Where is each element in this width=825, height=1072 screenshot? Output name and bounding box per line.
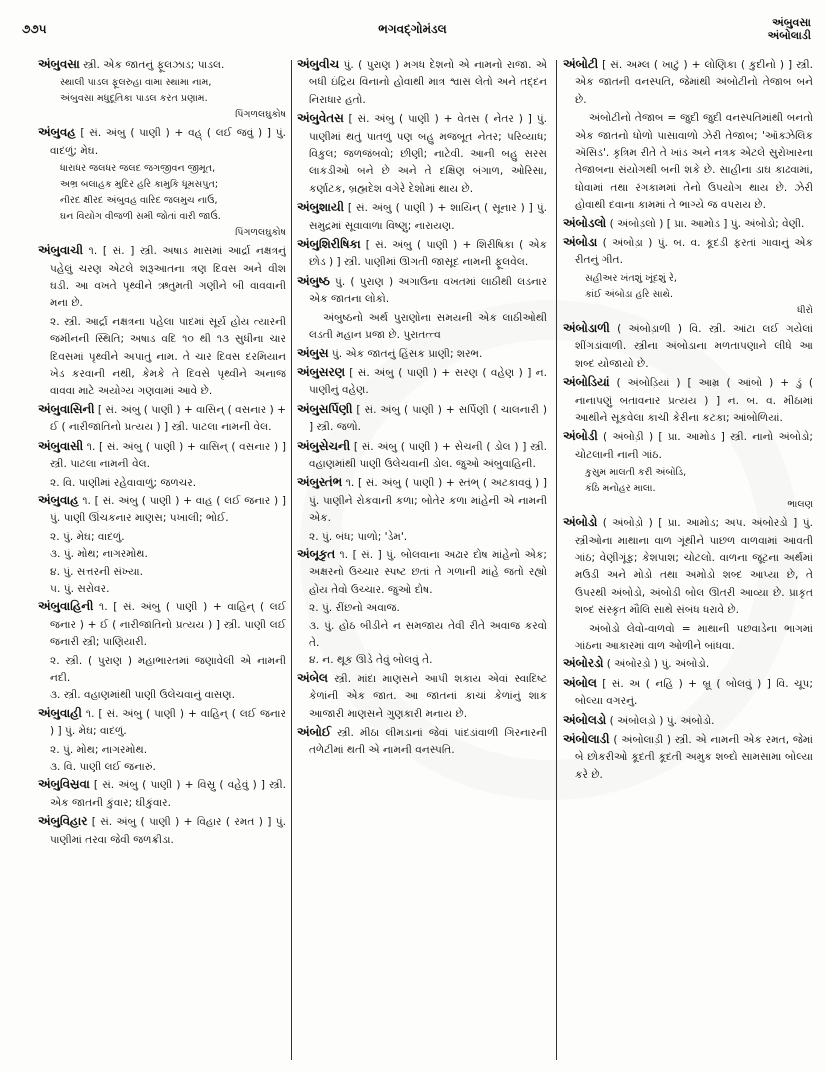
dictionary-entry: [38, 813, 286, 849]
definition: ૧. [ સં. અંબુ ( પાણી ) + સ્તંભ્ ( અટકાવવું ) ] પું. પાણીને રોકવાની કળા; બોતેર કળા માંહેની એ નામની એક.: [309, 477, 547, 525]
definition: ૧. [ સં. અંબુ ( પાણી ) + વાસિન્ ( વસનાર ) ] સ્ત્રી. પાટલા નામની વેલ.: [50, 440, 286, 471]
headword: અંબોડિયાં: [563, 375, 610, 390]
headword: અંબુસ્તંભ: [297, 475, 343, 490]
headword: અંબુશાયી: [297, 200, 344, 215]
definition: પું. એક જાતનું હિંસક પ્રાણી; શરભ.: [331, 347, 483, 360]
headword: અંબુવાહ: [38, 492, 79, 507]
definition: ( અંબોલાડ઼ી ) સ્ત્રી. એ નામની એક રમત, જેમાં બે છોકરીઓ કૂદતી કૂદતી અમુક શબ્દો સામસામા બોલ્યા કરે છે.: [575, 734, 813, 781]
definition: ૧. [ સં. ] પું. બોલવાના અઢાર દોષ માંહેનો એક; અક્ષરનો ઉચ્ચાર સ્પષ્ટ છતાં તે ગળાની માંહે જતો રહ્યો હોય તેવો ઉચ્ચાર. જુઓ દોષ.: [309, 548, 547, 596]
headword: અંબુસર્પિણી: [297, 401, 353, 416]
sense: ૨. પું. મેઘ; વાદળું.: [50, 530, 125, 543]
headword: અંબુવિહાર: [38, 814, 88, 829]
definition: સ્ત્રી. એક જાતનું ફૂલઝાડ; પાડલ.: [83, 59, 225, 71]
quotation: [38, 161, 286, 241]
headword: અંબુવહ: [38, 125, 76, 140]
dictionary-entry: [563, 428, 813, 464]
definition: [ સં. અંબુ ( પાણી ) + સર્પિણી ( ચાલનારી ) ] સ્ત્રી. જળો.: [309, 403, 547, 434]
column-1: [38, 56, 286, 1056]
dictionary-entry: [563, 712, 813, 730]
dictionary-entry: [38, 242, 286, 313]
definition: [ સં. અ ( નહિ ) + બ્રૂ ( બોલવું ) ] વિ. ચૂપ; બોલ્યા વગરનું.: [575, 677, 813, 708]
sense: ૨. પું. મોથ; નાગરમોથ.: [50, 743, 148, 756]
dictionary-entry: [297, 546, 547, 599]
headword: અંબૂકૃત: [297, 546, 336, 561]
sense: ૩. સ્ત્રી. વહાણમાંથી પાણી ઉલેચવાનું વાસણ.: [50, 689, 235, 702]
dictionary-entry: [38, 56, 286, 74]
headword: અંબુસરણ: [297, 364, 345, 379]
dictionary-entry: [563, 655, 813, 673]
dictionary-entry: [38, 124, 286, 160]
guide-word-first: અંબુવસા: [772, 16, 811, 29]
column-3: [563, 56, 813, 1056]
quotation: [563, 465, 813, 513]
sense: ૩. વિ. પાણી લઈ જનારું.: [50, 761, 156, 773]
headword: અંબુવીચ: [297, 57, 340, 71]
definition: ( અંબોડ઼િયાં ) [ આમ્ર ( આંબો ) + ડું ( નાનાપણું બતાવનાર પ્રત્યય ) ] ન. બ. વ. મીઠામાં આથીને સૂકવેલા કાચી કેરીના કટકા; આંબોળિયાં.: [575, 377, 813, 424]
dictionary-entry: [38, 492, 286, 528]
dictionary-entry: [563, 234, 813, 270]
dictionary-entry: [297, 724, 547, 760]
note-text: અંબોડો લેવો-વાળવો = માથાની પછવાડેના ભાગમાં ગાંઠના આકારમાં વાળ ઓળીને બાંધવા.: [575, 622, 813, 652]
column-2: [297, 56, 547, 1056]
quote-line: કુસુમ માલતી કરી અંબોડિ,: [585, 467, 687, 479]
headword: અંબુશિરીષિકા: [297, 237, 361, 252]
dictionary-entry: [297, 438, 547, 474]
dictionary-entry: [297, 199, 547, 235]
dictionary-entry: [297, 474, 547, 527]
quote-source: ધીરો: [797, 304, 813, 316]
headword: અંબોઈ: [297, 725, 331, 740]
definition: ૧. [ સં. અંબુ ( પાણી ) + વાહિન્ ( લઈ જનાર ) ] પું. મેઘ; વાદળું.: [50, 707, 286, 738]
dictionary-entry: [297, 236, 547, 272]
dictionary-entry: [563, 731, 813, 784]
headword: અંબુવિસ્રવા: [38, 777, 90, 792]
definition: પું. ( પુરાણ ) મગધ દેશનો એ નામનો રાજા. એ બધી ઇંદ્રિય વિનાનો હોવાથી માત્ર શ્વાસ લેતો અને તદ્દન નિરાધાર હતો.: [309, 59, 547, 106]
usage-note: [297, 310, 547, 345]
definition: [ સં. અંબુ ( પાણી ) + વિસ્રુ ( વહેવું ) ] સ્ત્રી. એક જાતની કુંવાર; ઘીકુંવાર.: [50, 779, 286, 809]
dictionary-entry: [297, 345, 547, 363]
usage-note: [563, 621, 813, 656]
guide-word-last: અંબોલાડી: [767, 29, 811, 42]
note-text: અંબુષ્ઠનો અર્થ પુરાણોના સમયની એક લાઠીઓથી લડતી મહાન પ્રજા છે.: [309, 311, 547, 342]
dictionary-entry: [563, 56, 813, 109]
headword: અંબુસ: [297, 345, 329, 360]
dictionary-entry: [297, 56, 547, 109]
sense: ૨. વિ. પાણીમાં રહેવાવાળું; જળચર.: [50, 476, 197, 489]
definition: સ્ત્રી. મીઠા લીમડાનાં જેવાં પાંદડાંવાળી ગિરનારની તળેટીમાં થતી એ નામની વનસ્પતિ.: [309, 727, 547, 757]
quote-source: ભાલણ: [787, 499, 813, 511]
headword: અંબોલ: [563, 675, 597, 690]
running-title: ભગવદ્ગોમંડલ: [378, 22, 447, 36]
dictionary-entry: [38, 776, 286, 812]
definition: [ સં. અંબુ ( પાણી ) + વિહાર ( રમત ) ] પું. પાણીમાં તરવા જેવી જળક્રીડા.: [50, 816, 286, 846]
headword: અંબોલાડી: [563, 732, 610, 746]
definition: [ સં. અંબુ ( પાણી ) + સેચની ( ડોલ ) ] સ્ત્રી. વહાણમાંથી પાણી ઉલેચવાની ડોલ. જુઓ અંબુવાહિની.: [309, 440, 547, 470]
definition: [ સં. અંબુ ( પાણી ) + વાસિન્ ( વસનાર ) + ઈ ( નારીજાતિનો પ્રત્યય ) ] સ્ત્રી. પાટલા નામની વેલ.: [50, 403, 286, 434]
dictionary-entry: [297, 670, 547, 723]
note-text: અંબોટીનો તેજાબ = જુદી જુદી વનસ્પતિમાંથી બનતો એક જાતનો ધોળો પાસાવાળો ઝેરી તેજાબ; 'ઑક્ઝેલિક ઍસિડ'. કૃત્રિમ રીતે તે ખાંડ અને નત્રક એટલે સુરોખારના તેજાબના સંયોગથી બની શકે છે. સાહીના ડાઘ કાઢવામાં, ધોવામાં તથા રંગકામમાં તેનો ઉપયોગ થાય છે. ઝેરી હોવાથી દવાના કામમાં તે ભાગ્યે જ વપરાય છે.: [575, 112, 813, 212]
sense: ૪. પું. સત્તરની સંખ્યા.: [50, 565, 144, 578]
dictionary-entry: [38, 705, 286, 741]
headword: અંબુવસા: [38, 57, 80, 71]
definition: પું. ( પુરાણ ) અગાઉના વખતમાં લાઠીથી લડનાર એક જાતના લોકો.: [309, 275, 547, 306]
definition: ૧. [ સં. ] સ્ત્રી. અષાડ માસમાં આર્દ્રા નક્ષત્રનું પહેલું ચરણ એટલે શરૂઆતના ત્રણ દિવસ અને વીશ ઘડી. આ વખતે પૃથ્વીને ઋતુમતી ગણીને બી વાવવાની મના છે.: [50, 245, 286, 310]
headword: અંબોરડો: [563, 656, 604, 671]
definition: [ સં. અંબુ ( પાણી ) + વહ્ ( લઈ જવું ) ] પું. વાદળું; મેઘ.: [50, 127, 286, 157]
definition: [ સં. અંબુ ( પાણી ) + શિરીષિકા ( એક છોડ ) ] સ્ત્રી. પાણીમાં ઊગતી જાસૂદ નામની ફૂલવેલ.: [309, 239, 547, 269]
page-number: ૭૭૫: [22, 22, 47, 36]
headword: અંબેલ: [297, 670, 328, 685]
definition: ( અંબોડ઼ો ) [ પ્રા. આમોડ; અપ. અંબોરડો ] પું. સ્ત્રીઓના માથાના વાળ ગૂંથીને પાછળ વાળવામાં આવતી ગાંઠ; વેણીગૂંફ; કેશપાશ; ચોટલો. વાળના જૂટના અર્થમાં મઉડી અને મોડો તથા અમોડો શબ્દ આપ્યા છે, તે ઉપરથી અંબોડો, અંબોડી બોલ ઊતરી આવ્યા છે. પ્રાકૃત શબ્દ સંસ્કૃત મૌલિ સાથે સંબંધ ધરાવે છે.: [575, 517, 813, 617]
quote-line: સહીઅર ખંતશું ખૂંદશું રે,: [585, 272, 677, 284]
dictionary-entry: [563, 320, 813, 373]
headword: અંબોડી: [563, 429, 598, 444]
dictionary-entry: [563, 374, 813, 427]
sense: ૫. પું. સરોવર.: [50, 582, 110, 595]
dictionary-entry: [38, 401, 286, 437]
quotation: [563, 271, 813, 319]
definition: ( અંબોડ઼ી ) [ પ્રા. આમોડ ] સ્ત્રી. નાનો અંબોડો; ચોટલાની નાની ગાંઠ.: [575, 431, 813, 461]
dictionary-entry: [297, 273, 547, 309]
definition: સ્ત્રી. માંદા માણસને આપી શકાય એવાં સ્વાદિષ્ટ કેળાંની એક જાત. આ જાતનાં કાચાં કેળાંનું શાક આજારી માણસને ગુણકારી મનાય છે.: [309, 672, 547, 720]
dictionary-entry: [38, 438, 286, 474]
definition: [ સં. અમ્લ ( ખાટું ) + લોણિકા ( કુદીનો ) ] સ્ત્રી. એક જાતની વનસ્પતિ, જેમાંથી અંબોટીનો તેજાબ બને છે.: [575, 59, 813, 106]
definition: ( અંબોડ઼ા ) પું. બ. વ. કૂદડી ફરતાં ગાવાનું એક રીતનું ગીત.: [575, 237, 813, 267]
definition: [ સં. અંબુ ( પાણી ) + સરણ ( વહેણ ) ] ન. પાણીનું વહેણ.: [309, 366, 547, 397]
dictionary-entry: [563, 215, 813, 233]
headword: અંબુવાહી: [38, 705, 82, 720]
headword: અંબુસેચની: [297, 438, 351, 453]
headword: અંબોડલો: [563, 215, 607, 230]
quote-line: નીરદ ક્ષીરદ અંબુવહ વારિદ જલમુચ નાઉ,: [60, 195, 218, 207]
headword: અંબુવાસિની: [38, 401, 95, 416]
dictionary-entry: [297, 401, 547, 437]
headword: અંબોડા: [563, 235, 598, 250]
headword: અંબુષ્ઠ: [297, 273, 330, 288]
definition: [ સં. અંબુ ( પાણી ) + વેતસ ( નેતર ) ] પું. પાણીમાં થતું પાતળું પણ બહુ મજબૂત નેતર; પરિવ્યાધ; વિકુલ; જળજંબવો; છીણી; નાટેવી. આની બહુ સરસ લાકડીઓ બને છે અને તે દક્ષિણ બંગાળ, ઓરિસા, કર્ણાટક, બ્રહ્મદેશ વગેરે દેશોમાં થાય છે.: [309, 113, 547, 195]
quotation: [38, 75, 286, 123]
definition: ( અંબોલડ઼ો ) પું. અંબોડો.: [609, 714, 715, 727]
column-divider: [291, 60, 292, 1060]
page-header: [0, 0, 825, 48]
quote-line: સ્થાલી પાડલ ફૂલરુહા વામા સ્થામા નામ,: [60, 77, 212, 89]
quote-line: અભ્ર બલાહક મુદિર હરિ કામુકિ ધૂમસપુત;: [60, 179, 219, 191]
sense: ૩. પું. મોથ; નાગરમોથ.: [50, 548, 148, 561]
sense: ૨. સ્ત્રી. ( પુરાણ ) મહાભારતમાં જણાવેલી એ નામની નદી.: [50, 654, 286, 684]
headword: અંબોડો: [563, 515, 598, 530]
headword: અંબુવાહિની: [38, 599, 94, 614]
sense: ૨. પું. બંધ; પાળો; 'ડેમ'.: [309, 530, 408, 543]
headword: અંબોટી: [563, 57, 599, 71]
guide-words: [768, 16, 811, 42]
headword: અંબુવાસી: [38, 438, 84, 453]
dictionary-entry: [38, 598, 286, 651]
dictionary-entry: [297, 110, 547, 198]
dictionary-entry: [563, 514, 813, 619]
quote-line: કાંઈ અંબોડા હરિ સાથે.: [585, 288, 673, 300]
definition: [ સં. અંબુ ( પાણી ) + શાયિન્ ( સૂનાર ) ] પું. સમુદ્રમાં સૂવાવાળા વિષ્ણુ; નારાયણ.: [309, 202, 547, 232]
definition: ૧. [ સં. અંબુ ( પાણી ) + વાહિન્ ( લઈ જનાર ) + ઈ ( નારીજાતિનો પ્રત્યય ) ] સ્ત્રી. પાણી લઈ જનારી સ્ત્રી; પાણિયારી.: [50, 601, 286, 649]
sense: ૨. સ્ત્રી. આર્દ્રા નક્ષત્રના પહેલા પાદમાં સૂર્ય હોય ત્યારની જમીનની સ્થિતિ; અષાડ વદિ ૧૦ થી ૧૩ સુધીના ચાર દિવસમાં પૃથ્વીને અપાતું નામ. તે ચાર દિવસ દરમિયાન ખેડ કરવાની નથી, કેમકે તે દિવસે પૃથ્વીને અનાજ વાવવા માટે અયોગ્ય ગણવામાં આવે છે.: [50, 315, 286, 398]
sense: ૩. પું. હોઠ બીડીને ન સમજાય તેવી રીતે અવાજ કરવો તે.: [309, 619, 547, 649]
quote-line: ધારાધર જલધર જલદ જગજીવન જીમૂત,: [60, 163, 216, 175]
sense: ૪. ન. થૂક ઊડે તેવું બોલવું તે.: [309, 654, 433, 667]
quote-line: અંબુવસા મધુદૂતિકા પાડલ કરત પ્રણામ.: [60, 93, 208, 105]
quote-source: પિંગળલઘુકોષ: [235, 109, 286, 121]
dictionary-entry: [563, 675, 813, 711]
headword: અંબોલડો: [563, 712, 607, 727]
note-source: પુરાતત્ત્વ: [403, 329, 441, 342]
definition: ( અંબોડ઼ાળી ) વિ. સ્ત્રી. આંટા લઈ ગયેલાં શીંગડાંવાળી. સ્ત્રીના અંબોડાના મળતાપણાને લીધે આ શબ્દ યોજાયો છે.: [575, 322, 813, 370]
usage-note: [563, 110, 813, 214]
quote-source: પિંગળલઘુકોષ: [235, 227, 286, 239]
column-divider: [556, 60, 557, 1060]
dictionary-entry: [297, 364, 547, 400]
headword: અંબુવાચી: [38, 243, 83, 258]
headword: અંબુવેતસ: [297, 111, 344, 126]
quote-line: ઘન વિયોગ વીજળી સમી જોતાં વારી જાઉં.: [60, 211, 221, 223]
headword: અંબોડાળી: [563, 320, 610, 335]
definition: ૧. [ સં. અંબુ ( પાણી ) + વાહ ( લઈ જનાર ) ] પું. પાણી ઊંચકનાર માણસ; પખાલી; ભોઈ.: [50, 494, 286, 525]
definition: ( અંબોરડ઼ો ) પું. અંબોડો.: [606, 658, 710, 671]
quote-line: કંઠિ મનોહર માલા.: [585, 483, 656, 495]
definition: ( અંબોડ઼લો ) [ પ્રા. આમોડ ] પું. અંબોડો; વેણી.: [609, 217, 805, 230]
sense: ૨. પું. રીંછનો અવાજ.: [309, 602, 400, 615]
